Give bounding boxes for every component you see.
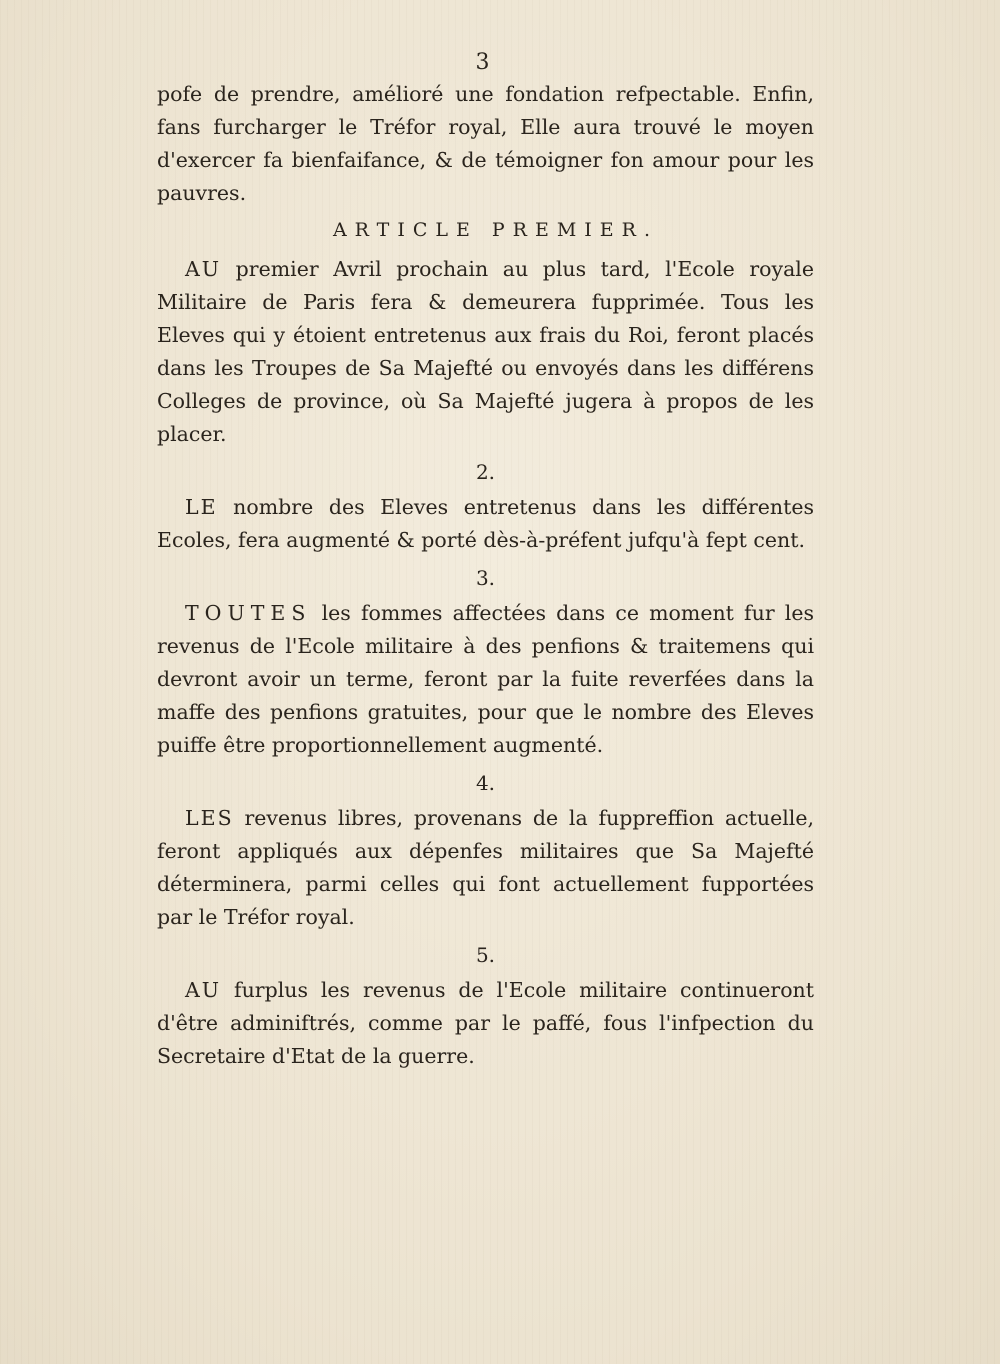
article-2-paragraph <box>157 491 814 557</box>
article-4-lead: LES <box>185 806 234 830</box>
opening-paragraph: pofe de prendre, amélioré une fondation refpectable. Enfin, fans furcharger le Tréfor royal, Elle aura trouvé le moyen d'exercer fa bienfaifance, & de témoigner fon amour pour les pauvres. <box>157 82 814 205</box>
page-number: 3 <box>475 50 490 75</box>
article-1-lead: AU <box>185 257 222 281</box>
article-4-paragraph <box>157 802 814 934</box>
article-2-number: 2. <box>475 460 496 484</box>
article-5-paragraph <box>157 974 814 1073</box>
article-3-paragraph <box>157 597 814 762</box>
article-2-text: nombre des Eleves entretenus dans les différentes Ecoles, fera augmenté & porté dès-à-préfent jufqu'à fept cent. <box>157 495 814 552</box>
article-3-text: les fommes affectées dans ce moment fur les revenus de l'Ecole militaire à des penfions & traitemens qui devront avoir un terme, feront par la fuite reverfées dans la maffe des penfions gratuites, pour que le nombre des Eleves puiffe être proportionnellement augmenté. <box>157 601 814 757</box>
article-4-text: revenus libres, provenans de la fuppreffion actuelle, feront appliqués aux dépenfes militaires que Sa Majefté déterminera, parmi celles qui font actuellement fupportées par le Tréfor royal. <box>157 806 814 929</box>
article-5-lead: AU <box>185 978 222 1002</box>
article-2-lead: LE <box>185 495 218 519</box>
article-5-text: furplus les revenus de l'Ecole militaire continueront d'être adminiftrés, comme par le paffé, fous l'infpection du Secretaire d'Etat de la guerre. <box>157 978 814 1068</box>
article-heading: ARTICLE PREMIER. <box>332 219 659 241</box>
article-3-number: 3. <box>475 566 496 590</box>
article-4-number: 4. <box>475 771 496 795</box>
article-1-paragraph <box>157 253 814 451</box>
text-block <box>157 78 814 1073</box>
article-5-number: 5. <box>475 943 496 967</box>
article-3-lead: TOUTES <box>185 601 312 625</box>
article-1-text: premier Avril prochain au plus tard, l'Ecole royale Militaire de Paris fera & demeurera fupprimée. Tous les Eleves qui y étoient entretenus aux frais du Roi, feront placés dans les Troupes de Sa Majefté ou envoyés dans les différens Colleges de province, où Sa Majefté jugera à propos de les placer. <box>157 257 814 446</box>
